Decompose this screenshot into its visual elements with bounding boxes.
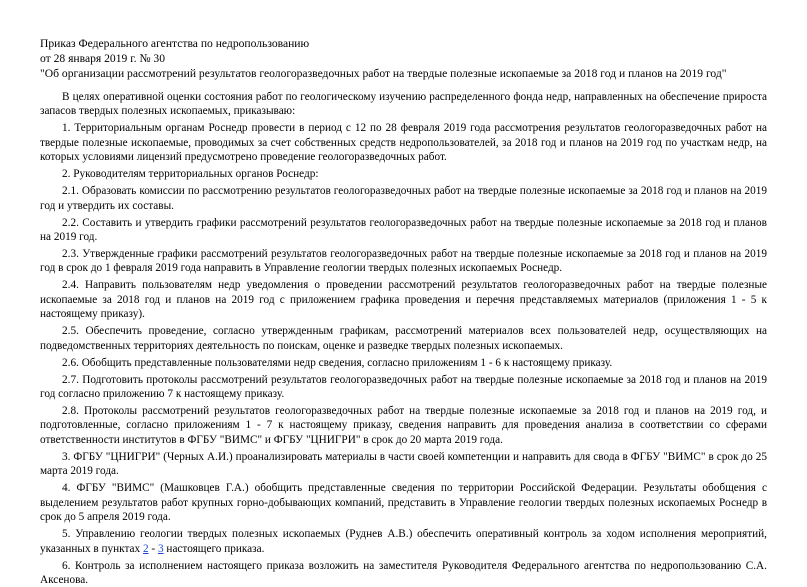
document-body [40,90,767,587]
document-header [40,36,767,81]
clause-1: 1. Территориальным органам Роснедр провести в период с 12 по 28 февраля 2019 года рассмотрения результатов геологоразведочных работ на твердые полезные ископаемые, проводимых за счет собственных средств недропользователей, за 2018 год и планов на 2019 год по участкам недр, на которых условиями лицензий предусмотрено проведение геологоразведочных работ. [40,121,767,164]
clause-6: 6. Контроль за исполнением настоящего приказа возложить на заместителя Руководителя Федерального агентства по недропользованию С.А. Аксенова. [40,559,767,587]
order-title: Приказ Федерального агентства по недропользованию [40,36,767,51]
clause-3: 3. ФГБУ "ЦНИГРИ" (Черных А.И.) проанализировать материалы в части своей компетенции и направить для свода в ФГБУ "ВИМС" в срок до 25 марта 2019 года. [40,450,767,479]
link-clause-2[interactable]: 2 [143,543,149,555]
clause-2-3: 2.3. Утвержденные графики рассмотрений результатов геологоразведочных работ на твердые полезные ископаемые за 2018 год и планов на 2019 год в срок до 1 февраля 2019 года направить в Управление геологии твердых полезных ископаемых Роснедр. [40,247,767,276]
clause-5 [40,527,767,556]
range-dash: - [149,543,158,555]
clause-2-2: 2.2. Составить и утвердить графики рассмотрений результатов геологоразведочных работ на твердые полезные ископаемые за 2018 год и планов на 2019 год. [40,216,767,245]
clause-2-7: 2.7. Подготовить протоколы рассмотрений результатов геологоразведочных работ на твердые полезные ископаемые за 2018 год и планов на 2019 год согласно приложению 7 к настоящему приказу. [40,373,767,402]
clause-2-6: 2.6. Обобщить представленные пользователями недр сведения, согласно приложениям 1 - 6 к настоящему приказу. [40,356,767,370]
clause-2-8: 2.8. Протоколы рассмотрений результатов геологоразведочных работ на твердые полезные ископаемые за 2018 год и планов на 2019 год, и подготовленные, согласно приложениям 1 - 7 к настоящему приказу, сведения направить для проведения анализа в соответствии со сферами ответственности институтов в ФГБУ "ВИМС" и ФГБУ "ЦНИГРИ" в срок до 20 марта 2019 года. [40,404,767,447]
clause-5-text: 5. Управлению геологии твердых полезных ископаемых (Руднев А.В.) обеспечить оперативный контроль за ходом исполнения мероприятий, указанных в пунктах [40,528,767,554]
clause-2-5: 2.5. Обеспечить проведение, согласно утвержденным графикам, рассмотрений материалов всех пользователей недр, осуществляющих на подведомственных территориях деятельность по поискам, оценке и разведке твердых полезных ископаемых. [40,324,767,353]
order-date-number: от 28 января 2019 г. № 30 [40,51,767,66]
link-clause-3[interactable]: 3 [158,543,164,555]
order-subject: "Об организации рассмотрений результатов геологоразведочных работ на твердые полезные ископаемые за 2018 год и планов на 2019 год" [40,66,767,81]
clause-4: 4. ФГБУ "ВИМС" (Машковцев Г.А.) обобщить представленные сведения по территории Российской Федерации. Результаты обобщения с выделением результатов работ крупных горно-добывающих компаний, представить в Управление геологии твердых полезных ископаемых Роснедр в срок до 5 апреля 2019 года. [40,481,767,524]
clause-5-tail: настоящего приказа. [164,543,265,555]
clause-2-1: 2.1. Образовать комиссии по рассмотрению результатов геологоразведочных работ на твердые полезные ископаемые за 2018 год и планов на 2019 год и утвердить их составы. [40,184,767,213]
clause-2-4: 2.4. Направить пользователям недр уведомления о проведении рассмотрений результатов геологоразведочных работ на твердые полезные ископаемые за 2018 год и планов на 2019 год с приложением графика проведения и перечня представляемых материалов (приложения 1 - 5 к настоящему приказу). [40,278,767,321]
clause-2: 2. Руководителям территориальных органов Роснедр: [40,167,767,181]
preamble-paragraph: В целях оперативной оценки состояния работ по геологическому изучению распределенного фонда недр, направленных на обеспечение прироста запасов твердых полезных ископаемых, приказываю: [40,90,767,119]
